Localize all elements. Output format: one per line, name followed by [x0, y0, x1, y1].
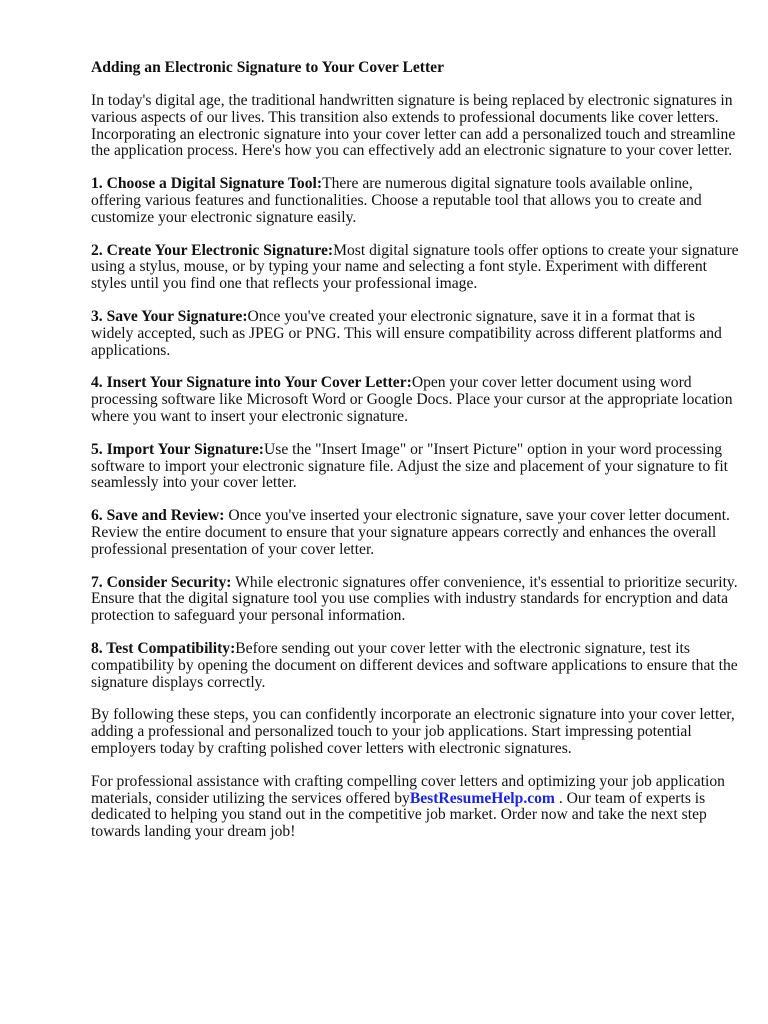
- cta-paragraph: [91, 774, 741, 841]
- step-8: [91, 641, 741, 691]
- intro-paragraph: In today's digital age, the traditional handwritten signature is being replaced by electronic signatures in various aspects of our lives. This transition also extends to professional documents like cover letters. Incorporating an electronic signature into your cover letter can add a personalized touch and streamline the application process. Here's how you can effectively add an electronic signature to your cover letter.: [91, 92, 736, 160]
- step-5-title: 5. Import Your Signature:: [91, 440, 264, 458]
- step-2: [91, 243, 741, 293]
- step-1: [91, 176, 741, 226]
- step-3: [91, 309, 741, 359]
- step-2-title: 2. Create Your Electronic Signature:: [91, 241, 334, 259]
- step-4-title: 4. Insert Your Signature into Your Cover Letter:: [91, 374, 412, 392]
- step-4-text: Open your cover letter document using word processing software like Microsoft Word or Google Docs. Place your cursor at the appropriate location where you want to insert your electronic signature.: [91, 374, 733, 425]
- step-4: [91, 375, 741, 425]
- step-7-title: 7. Consider Security:: [91, 573, 232, 591]
- bestresumehelp-link[interactable]: BestResumeHelp.com: [409, 789, 555, 807]
- step-6-text: Once you've inserted your electronic signature, save your cover letter document. Review the entire document to ensure that your signature appears correctly and enhances the overall professional presentation of your cover letter.: [91, 507, 730, 558]
- step-2-text: Most digital signature tools offer options to create your signature using a stylus, mouse, or by typing your name and selecting a font style. Experiment with different styles until you find one that reflects your professional image.: [91, 241, 739, 293]
- step-6: [91, 508, 741, 558]
- step-1-title: 1. Choose a Digital Signature Tool:: [91, 175, 323, 193]
- document-page: [91, 58, 741, 841]
- document-title: Adding an Electronic Signature to Your Cover Letter: [91, 59, 445, 76]
- cta-text-before: For professional assistance with crafting compelling cover letters and optimizing your job application materials, consider utilizing the services offered by: [91, 772, 725, 807]
- step-8-title: 8. Test Compatibility:: [91, 639, 236, 657]
- step-7: [91, 575, 741, 625]
- step-3-title: 3. Save Your Signature:: [91, 307, 248, 325]
- cta-text-after: . Our team of experts is dedicated to helping you stand out in the competitive job market. Order now and take the next step towards landing your dream job!: [91, 789, 707, 841]
- step-7-text: While electronic signatures offer convenience, it's essential to prioritize security. Ensure that the digital signature tool you use complies with industry standards for encryption and data protection to safeguard your personal information.: [91, 573, 738, 625]
- closing-paragraph: By following these steps, you can confidently incorporate an electronic signature into your cover letter, adding a professional and personalized touch to your job applications. Start impressing potential employers today by crafting polished cover letters with electronic signatures.: [91, 706, 735, 757]
- step-8-text: Before sending out your cover letter with the electronic signature, test its compatibility by opening the document on different devices and software applications to ensure that the signature displays correctly.: [91, 639, 738, 691]
- step-5-text: Use the "Insert Image" or "Insert Picture" option in your word processing software to import your electronic signature file. Adjust the size and placement of your signature to fit seamlessly into your cover letter.: [91, 440, 728, 492]
- step-1-text: There are numerous digital signature tools available online, offering various features and functionalities. Choose a reputable tool that allows you to create and customize your electronic signature easily.: [91, 175, 702, 226]
- step-3-text: Once you've created your electronic signature, save it in a format that is widely accepted, such as JPEG or PNG. This will ensure compatibility across different platforms and applications.: [91, 307, 722, 359]
- step-6-title: 6. Save and Review:: [91, 507, 225, 525]
- step-5: [91, 442, 741, 492]
